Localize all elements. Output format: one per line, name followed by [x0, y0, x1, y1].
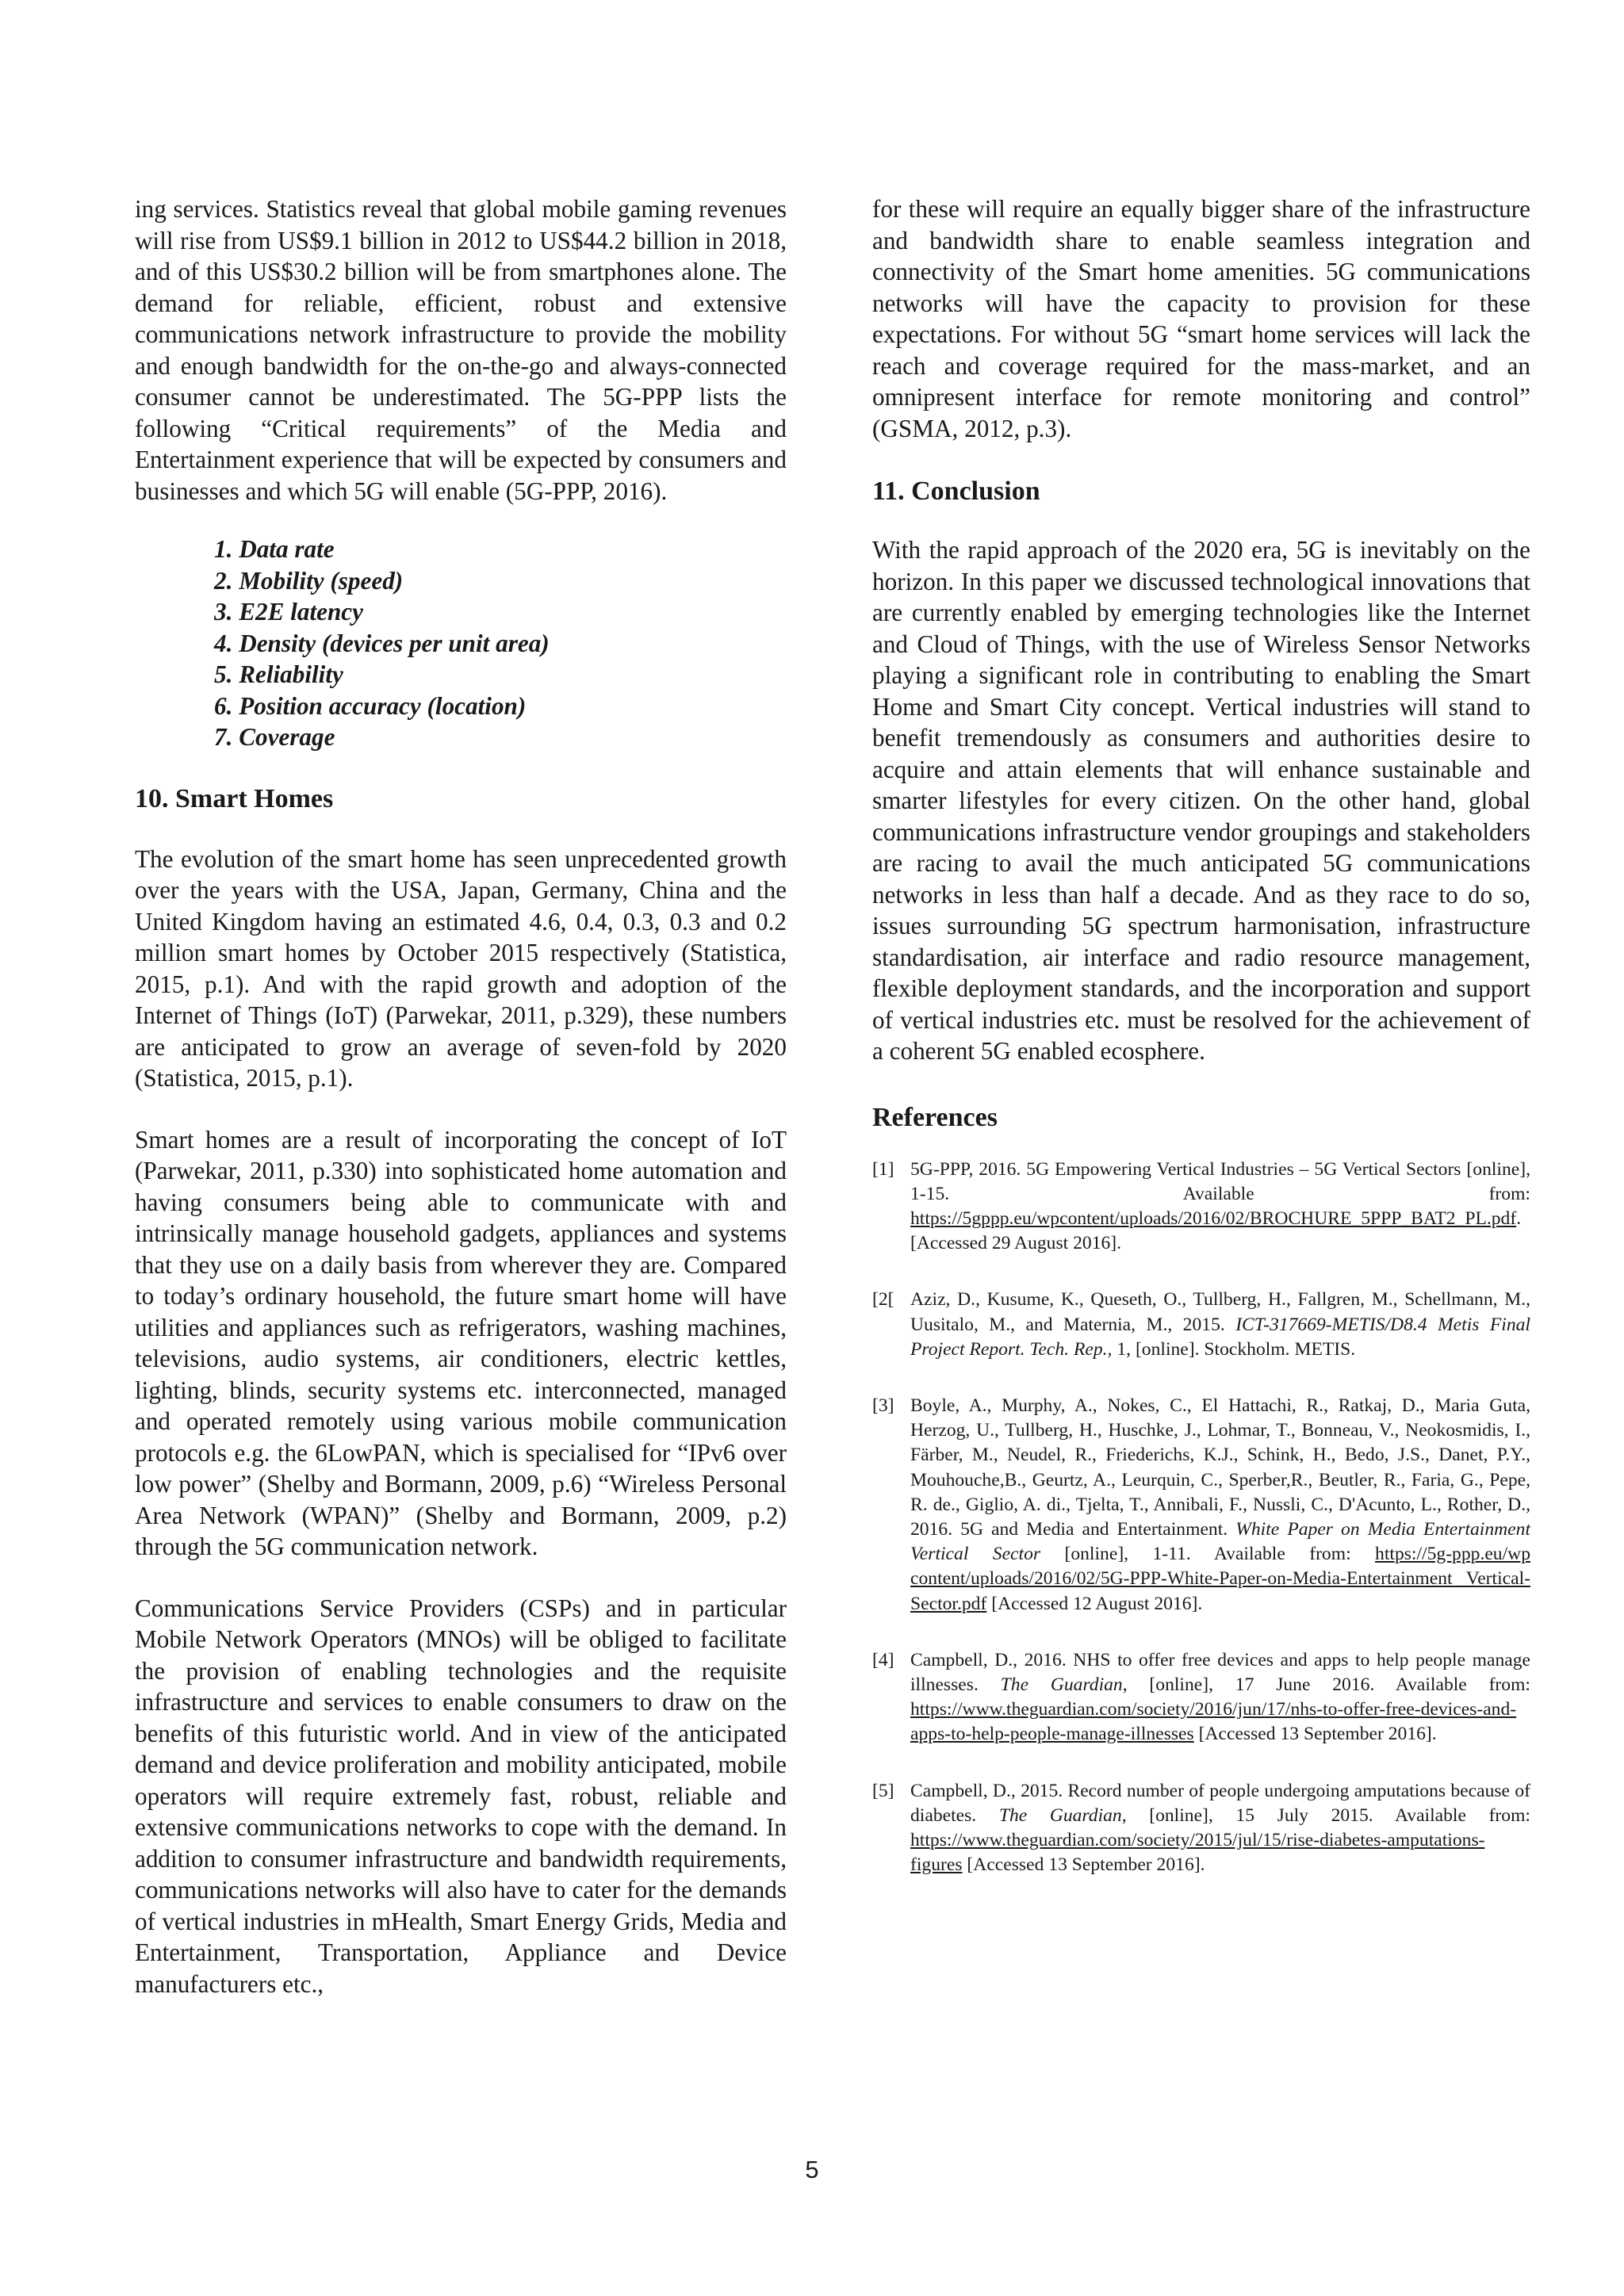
reference-text: [Accessed 12 August 2016]. [986, 1593, 1203, 1614]
paragraph-smart-homes-2: Smart homes are a result of incorporating the concept of IoT (Parwekar, 2011, p.330) into sophisticated home automation and having consumers being able to communicate with and intrinsically manage household gadgets, appliances and systems that they use on a daily basis from wherever they are. Compared to today’s ordinary household, the future smart home will have utilities and appliances such as refrigerators, washing machines, televisions, audio systems, air conditioners, electric kettles, lighting, blinds, security systems etc. interconnected, managed and operated remotely using various mobile communication protocols e.g. the 6LowPAN, which is specialised for “IPv6 over low power” (Shelby and Bormann, 2009, p.6) “Wireless Personal Area Network (WPAN)” (Shelby and Bormann, 2009, p.2) through the 5G communication network. [135, 1125, 787, 1560]
reference-item [872, 1394, 1530, 1617]
list-item: 2. Mobility (speed) [214, 566, 404, 595]
reference-number: [5] [872, 1780, 894, 1801]
paragraph-smart-homes-3: Communications Service Providers (CSPs) and in particular Mobile Network Operators (MNOs) will be obliged to facilitate the provision of enabling technologies and the requisite infrastructure and services to enable consumers to draw on the benefits of this futuristic world. And in view of the anticipated demand and device proliferation and mobility anticipated, mobile operators will require extremely fast, robust, reliable and extensive communications networks to cope with the demand. In addition to consumer infrastructure and bandwidth requirements, communications networks will also have to cater for the demands of vertical industries in mHealth, Smart Energy Grids, Media and Entertainment, Transportation, Appliance and Device manufacturers etc., [135, 1594, 787, 1998]
reference-number: [1] [872, 1158, 894, 1180]
paragraph-conclusion: With the rapid approach of the 2020 era, 5G is inevitably on the horizon. In this paper we discussed technological innovations that are currently enabled by emerging technologies like the Internet and Cloud of Things, with the use of Wireless Sensor Networks playing a significant role in contributing to enabling the Smart Home and Smart City concept. Vertical industries will stand to benefit tremendously as consumers and authorities desire to acquire and attain elements that will enhance sustainable and smarter lifestyles for every citizen. On the other hand, global communications infrastructure vendor groupings and stakeholders are racing to avail the much anticipated 5G communications networks in less than half a decade. And as they race to do so, issues surrounding 5G spectrum harmonisation, infrastructure standardisation, air interface and radio resource management, flexible deployment standards, and the incorporation and support of vertical industries etc. must be resolved for the achievement of a coherent 5G enabled ecosphere. [872, 536, 1530, 1065]
reference-item [872, 1158, 1530, 1257]
reference-spacer [872, 1256, 1530, 1288]
reference-title: ICT-317669-METIS/D8.4 Metis Final Project Report. Tech. Rep., [910, 1314, 1530, 1360]
references-list [872, 1158, 1530, 1878]
list-item: 7. Coverage [214, 723, 335, 751]
section-heading-smart-homes: 10. Smart Homes [135, 783, 334, 813]
reference-title: The Guardian [1000, 1674, 1123, 1695]
reference-text: 5G-PPP, 2016. 5G Empowering Vertical Industries – 5G Vertical Sectors [online], 1-15. Available from: [910, 1158, 1530, 1204]
reference-text: [online], 1-11. Available from: [1040, 1544, 1376, 1565]
reference-text: 1, [online]. Stockholm. METIS. [1112, 1338, 1356, 1360]
reference-spacer [872, 1747, 1530, 1779]
paragraph-continuation: for these will require an equally bigger share of the infrastructure and bandwidth share to enable seamless integration and connectivity of the Smart home amenities. 5G communications networks will have the capacity to provision for these expectations. For without 5G “smart home services will lack the reach and coverage required for the mass-market, and an omnipresent interface for remote monitoring and control” (GSMA, 2012, p.3). [872, 195, 1530, 442]
reference-title: The Guardian [998, 1804, 1122, 1826]
paragraph-smart-homes-1: The evolution of the smart home has seen unprecedented growth over the years with the USA, Japan, Germany, China and the United Kingdom having an estimated 4.6, 0.4, 0.3, 0.3 and 0.2 million smart homes by October 2015 respectively (Statistica, 2015, p.1). And with the rapid growth and adoption of the Internet of Things (IoT) (Parwekar, 2011, p.329), these numbers are anticipated to grow an average of seven-fold by 2020 (Statistica, 2015, p.1). [135, 844, 787, 1092]
reference-link[interactable]: https://5g-ppp.eu/wp content/uploads/2016/02/5G-PPP-White-Paper-on-Media-Entertainment Vertical-Sector.pdf [910, 1544, 1530, 1614]
references-heading: References [872, 1102, 998, 1132]
reference-item [872, 1779, 1530, 1878]
reference-link[interactable]: https://5gppp.eu/wpcontent/uploads/2016/02/BROCHURE_5PPP_BAT2_PL.pdf [910, 1207, 1517, 1229]
reference-text: [Accessed 13 September 2016]. [962, 1854, 1205, 1876]
reference-number: [2[ [872, 1289, 894, 1311]
reference-item [872, 1288, 1530, 1362]
list-item: 5. Reliability [214, 660, 343, 688]
section-heading-conclusion: 11. Conclusion [872, 476, 1040, 506]
reference-text: [Accessed 13 September 2016]. [1193, 1724, 1437, 1745]
reference-title: White Paper on Media Entertainment Vertical Sector [910, 1518, 1531, 1565]
list-item: 3. E2E latency [214, 598, 363, 626]
reference-number: [3] [872, 1395, 894, 1416]
reference-text: , [online], 17 June 2016. Available from: [1122, 1674, 1530, 1695]
reference-text: , [online], 15 July 2015. Available from: [1121, 1804, 1530, 1826]
right-column [872, 193, 1530, 1877]
reference-link[interactable]: https://www.theguardian.com/society/2016/jun/17/nhs-to-offer-free-devices-and-apps-to-help-people-manage-illnesses [910, 1699, 1517, 1745]
reference-text: . [Accessed 29 August 2016]. [910, 1207, 1522, 1254]
reference-text: Campbell, D., 2016. NHS to offer free devices and apps to help people manage illnesses. [910, 1649, 1530, 1695]
reference-number: [4] [872, 1649, 894, 1670]
left-column [135, 193, 787, 1999]
reference-link[interactable]: https://www.theguardian.com/society/2015/jul/15/rise-diabetes-amputations-figures [910, 1829, 1485, 1876]
reference-text: Campbell, D., 2015. Record number of people undergoing amputations because of diabetes. [910, 1780, 1530, 1826]
reference-spacer [872, 1362, 1530, 1394]
reference-text: Aziz, D., Kusume, K., Queseth, O., Tullberg, H., Fallgren, M., Schellmann, M., Uusitalo, M., and Maternia, M., 2015. [910, 1289, 1530, 1335]
paragraph-intro: ing services. Statistics reveal that global mobile gaming revenues will rise from US$9.1 billion in 2012 to US$44.2 billion in 2018, and of this US$30.2 billion will be from smartphones alone. The demand for reliable, efficient, robust and extensive communications network infrastructure to provide the mobility and enough bandwidth for the on-the-go and always-connected consumer cannot be underestimated. The 5G-PPP lists the following “Critical requirements” of the Media and Entertainment experience that will be expected by consumers and businesses and which 5G will enable (5G-PPP, 2016). [135, 195, 787, 505]
reference-item [872, 1648, 1530, 1747]
list-item: 1. Data rate [214, 535, 335, 563]
page-number: 5 [805, 2156, 819, 2183]
reference-text: Boyle, A., Murphy, A., Nokes, C., El Hattachi, R., Ratkaj, D., Maria Guta, Herzog, U., Tullberg, H., Huschke, J., Lohmar, T., Bonneau, V., Neokosmidis, I., Färber, M., Neudel, R., Friederichs, K.J., Schink, H., Bedo, J.S., Danet, P.Y., Mouhouche,B., Geurtz, A., Leurquin, C., Sperber,R., Beutler, R., Faria, G., Pepe, R. de., Giglio, A. di., Tjelta, T., Annibali, F., Nussli, C., D'Acunto, L., Rother, D., 2016. 5G and Media and Entertainment. [910, 1395, 1530, 1540]
list-item: 4. Density (devices per unit area) [214, 629, 550, 657]
list-item: 6. Position accuracy (location) [214, 691, 527, 720]
requirements-list [214, 534, 787, 753]
reference-spacer [872, 1617, 1530, 1648]
